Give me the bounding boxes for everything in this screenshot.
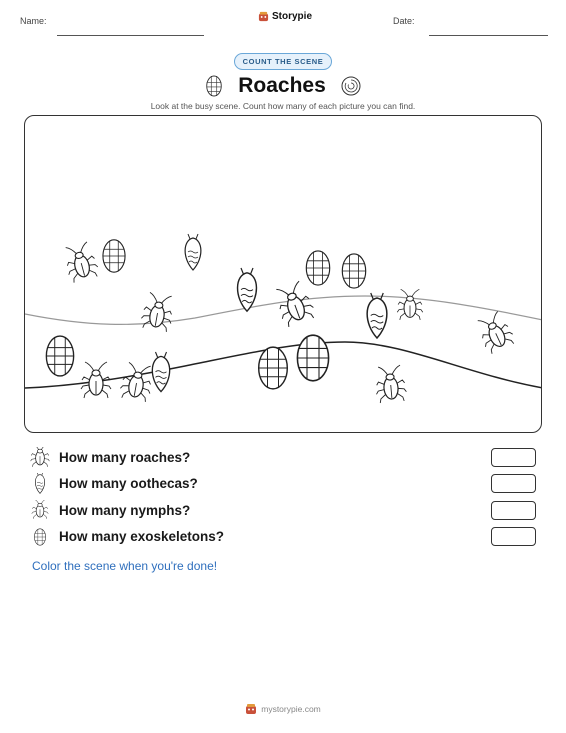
question-roaches: [30, 447, 536, 469]
ootheca: [185, 234, 201, 270]
page-title: Roaches: [238, 74, 326, 97]
roach: [140, 292, 176, 333]
roach: [272, 280, 317, 328]
exoskeleton-icon: [30, 526, 50, 548]
name-label: Name:: [20, 16, 47, 26]
scene-illustration: [25, 116, 542, 433]
footer-url[interactable]: mystorypie.com: [261, 704, 321, 714]
name-field[interactable]: [57, 35, 204, 36]
ootheca-icon: [30, 473, 50, 495]
date-label: Date:: [393, 16, 415, 26]
answer-box-oothecas[interactable]: [491, 474, 536, 493]
title-row: [0, 72, 566, 100]
exoskeleton: [46, 336, 73, 376]
roach: [119, 362, 155, 403]
storypie-logo-icon: [258, 11, 269, 22]
roach: [62, 241, 100, 284]
busy-scene: [24, 115, 542, 433]
question-text: How many oothecas?: [59, 476, 198, 491]
storypie-footer-icon: [245, 703, 257, 715]
nymph-icon: [30, 500, 50, 522]
question-text: How many nymphs?: [59, 503, 191, 518]
exoskeleton: [342, 254, 365, 288]
exoskeleton: [306, 251, 329, 285]
ootheca: [152, 352, 169, 392]
answer-box-nymphs[interactable]: [491, 501, 536, 520]
brand-name: Storypie: [272, 11, 313, 22]
question-oothecas: [30, 473, 536, 495]
answer-box-exoskeletons[interactable]: [491, 527, 536, 546]
question-text: How many exoskeletons?: [59, 529, 225, 544]
brand-logo: [258, 11, 312, 22]
ootheca: [367, 293, 387, 338]
roach: [397, 289, 423, 320]
roach: [374, 365, 407, 403]
question-nymphs: [30, 500, 536, 522]
roach: [474, 310, 516, 355]
exoskeleton: [259, 347, 288, 389]
instructions: Look at the busy scene. Count how many of each picture you can find.: [150, 101, 416, 111]
question-text: How many roaches?: [59, 450, 191, 465]
answer-box-roaches[interactable]: [491, 448, 536, 467]
date-field[interactable]: [429, 35, 548, 36]
spiral-shell-title-icon: [340, 75, 362, 97]
exoskeleton: [297, 335, 328, 381]
exoskeleton-title-icon: [204, 74, 224, 98]
ootheca: [238, 268, 257, 311]
roach-icon: [30, 447, 50, 469]
color-instruction: Color the scene when you're done!: [32, 559, 218, 573]
header: [0, 10, 566, 34]
question-exoskeletons: [30, 526, 536, 548]
upper-ground-line: [25, 296, 542, 324]
exoskeleton: [103, 240, 125, 272]
section-badge: COUNT THE SCENE: [234, 53, 332, 70]
footer: [0, 703, 566, 715]
